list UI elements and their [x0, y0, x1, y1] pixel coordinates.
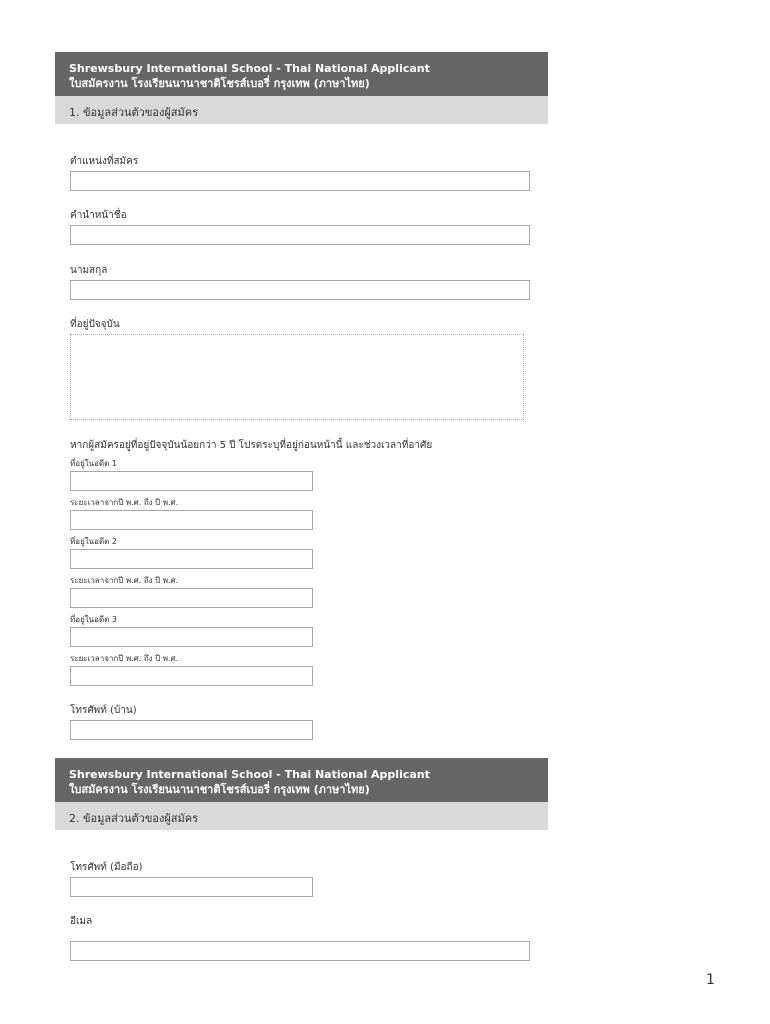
period-3-input[interactable] — [70, 666, 313, 686]
previous-address-note: หากผู้สมัครอยู่ที่อยู่ปัจจุบันน้อยกว่า 5 ปี โปรดระบุที่อยู่ก่อนหน้านี้ และช่วงเวลาที่อาศัย — [70, 440, 433, 451]
form-header-subtitle: ใบสมัครงาน โรงเรียนนานาชาติโชรส์เบอรี่ กรุงเทพ (ภาษาไทย) — [69, 77, 370, 90]
previous-address-3-label: ที่อยู่ในอดีต 3 — [70, 615, 117, 624]
position-label: ตำแหน่งที่สมัคร — [70, 156, 139, 167]
email-label: อีเมล — [70, 916, 93, 927]
name-prefix-input[interactable] — [70, 225, 530, 245]
current-address-textarea[interactable] — [70, 334, 524, 420]
name-prefix-label: คำนำหน้าชื่อ — [70, 210, 127, 221]
email-input[interactable] — [70, 941, 530, 961]
surname-input[interactable] — [70, 280, 530, 300]
form-header-title: Shrewsbury International School - Thai National Applicant — [69, 768, 430, 781]
previous-address-1-label: ที่อยู่ในอดีต 1 — [70, 459, 117, 468]
section-2-title: 2. ข้อมูลส่วนตัวของผู้สมัคร — [69, 812, 199, 825]
section-2-header — [55, 802, 548, 830]
section-1-header — [55, 96, 548, 124]
mobile-phone-input[interactable] — [70, 877, 313, 897]
home-phone-label: โทรศัพท์ (บ้าน) — [70, 705, 137, 716]
period-3-label: ระยะเวลาจากปี พ.ศ. ถึง ปี พ.ศ. — [70, 654, 179, 663]
period-1-input[interactable] — [70, 510, 313, 530]
section-1-title: 1. ข้อมูลส่วนตัวของผู้สมัคร — [69, 106, 199, 119]
form-header-subtitle: ใบสมัครงาน โรงเรียนนานาชาติโชรส์เบอรี่ กรุงเทพ (ภาษาไทย) — [69, 783, 370, 796]
current-address-label: ที่อยู่ปัจจุบัน — [70, 319, 120, 330]
period-2-input[interactable] — [70, 588, 313, 608]
previous-address-2-label: ที่อยู่ในอดีต 2 — [70, 537, 117, 546]
home-phone-input[interactable] — [70, 720, 313, 740]
period-1-label: ระยะเวลาจากปี พ.ศ. ถึง ปี พ.ศ. — [70, 498, 179, 507]
previous-address-1-input[interactable] — [70, 471, 313, 491]
previous-address-2-input[interactable] — [70, 549, 313, 569]
previous-address-3-input[interactable] — [70, 627, 313, 647]
form-header — [55, 52, 548, 96]
page-number: 1 — [706, 972, 715, 988]
form-header-repeat — [55, 758, 548, 802]
surname-label: นามสกุล — [70, 265, 108, 276]
period-2-label: ระยะเวลาจากปี พ.ศ. ถึง ปี พ.ศ. — [70, 576, 179, 585]
form-header-title: Shrewsbury International School - Thai National Applicant — [69, 62, 430, 75]
position-input[interactable] — [70, 171, 530, 191]
mobile-phone-label: โทรศัพท์ (มือถือ) — [70, 862, 143, 873]
